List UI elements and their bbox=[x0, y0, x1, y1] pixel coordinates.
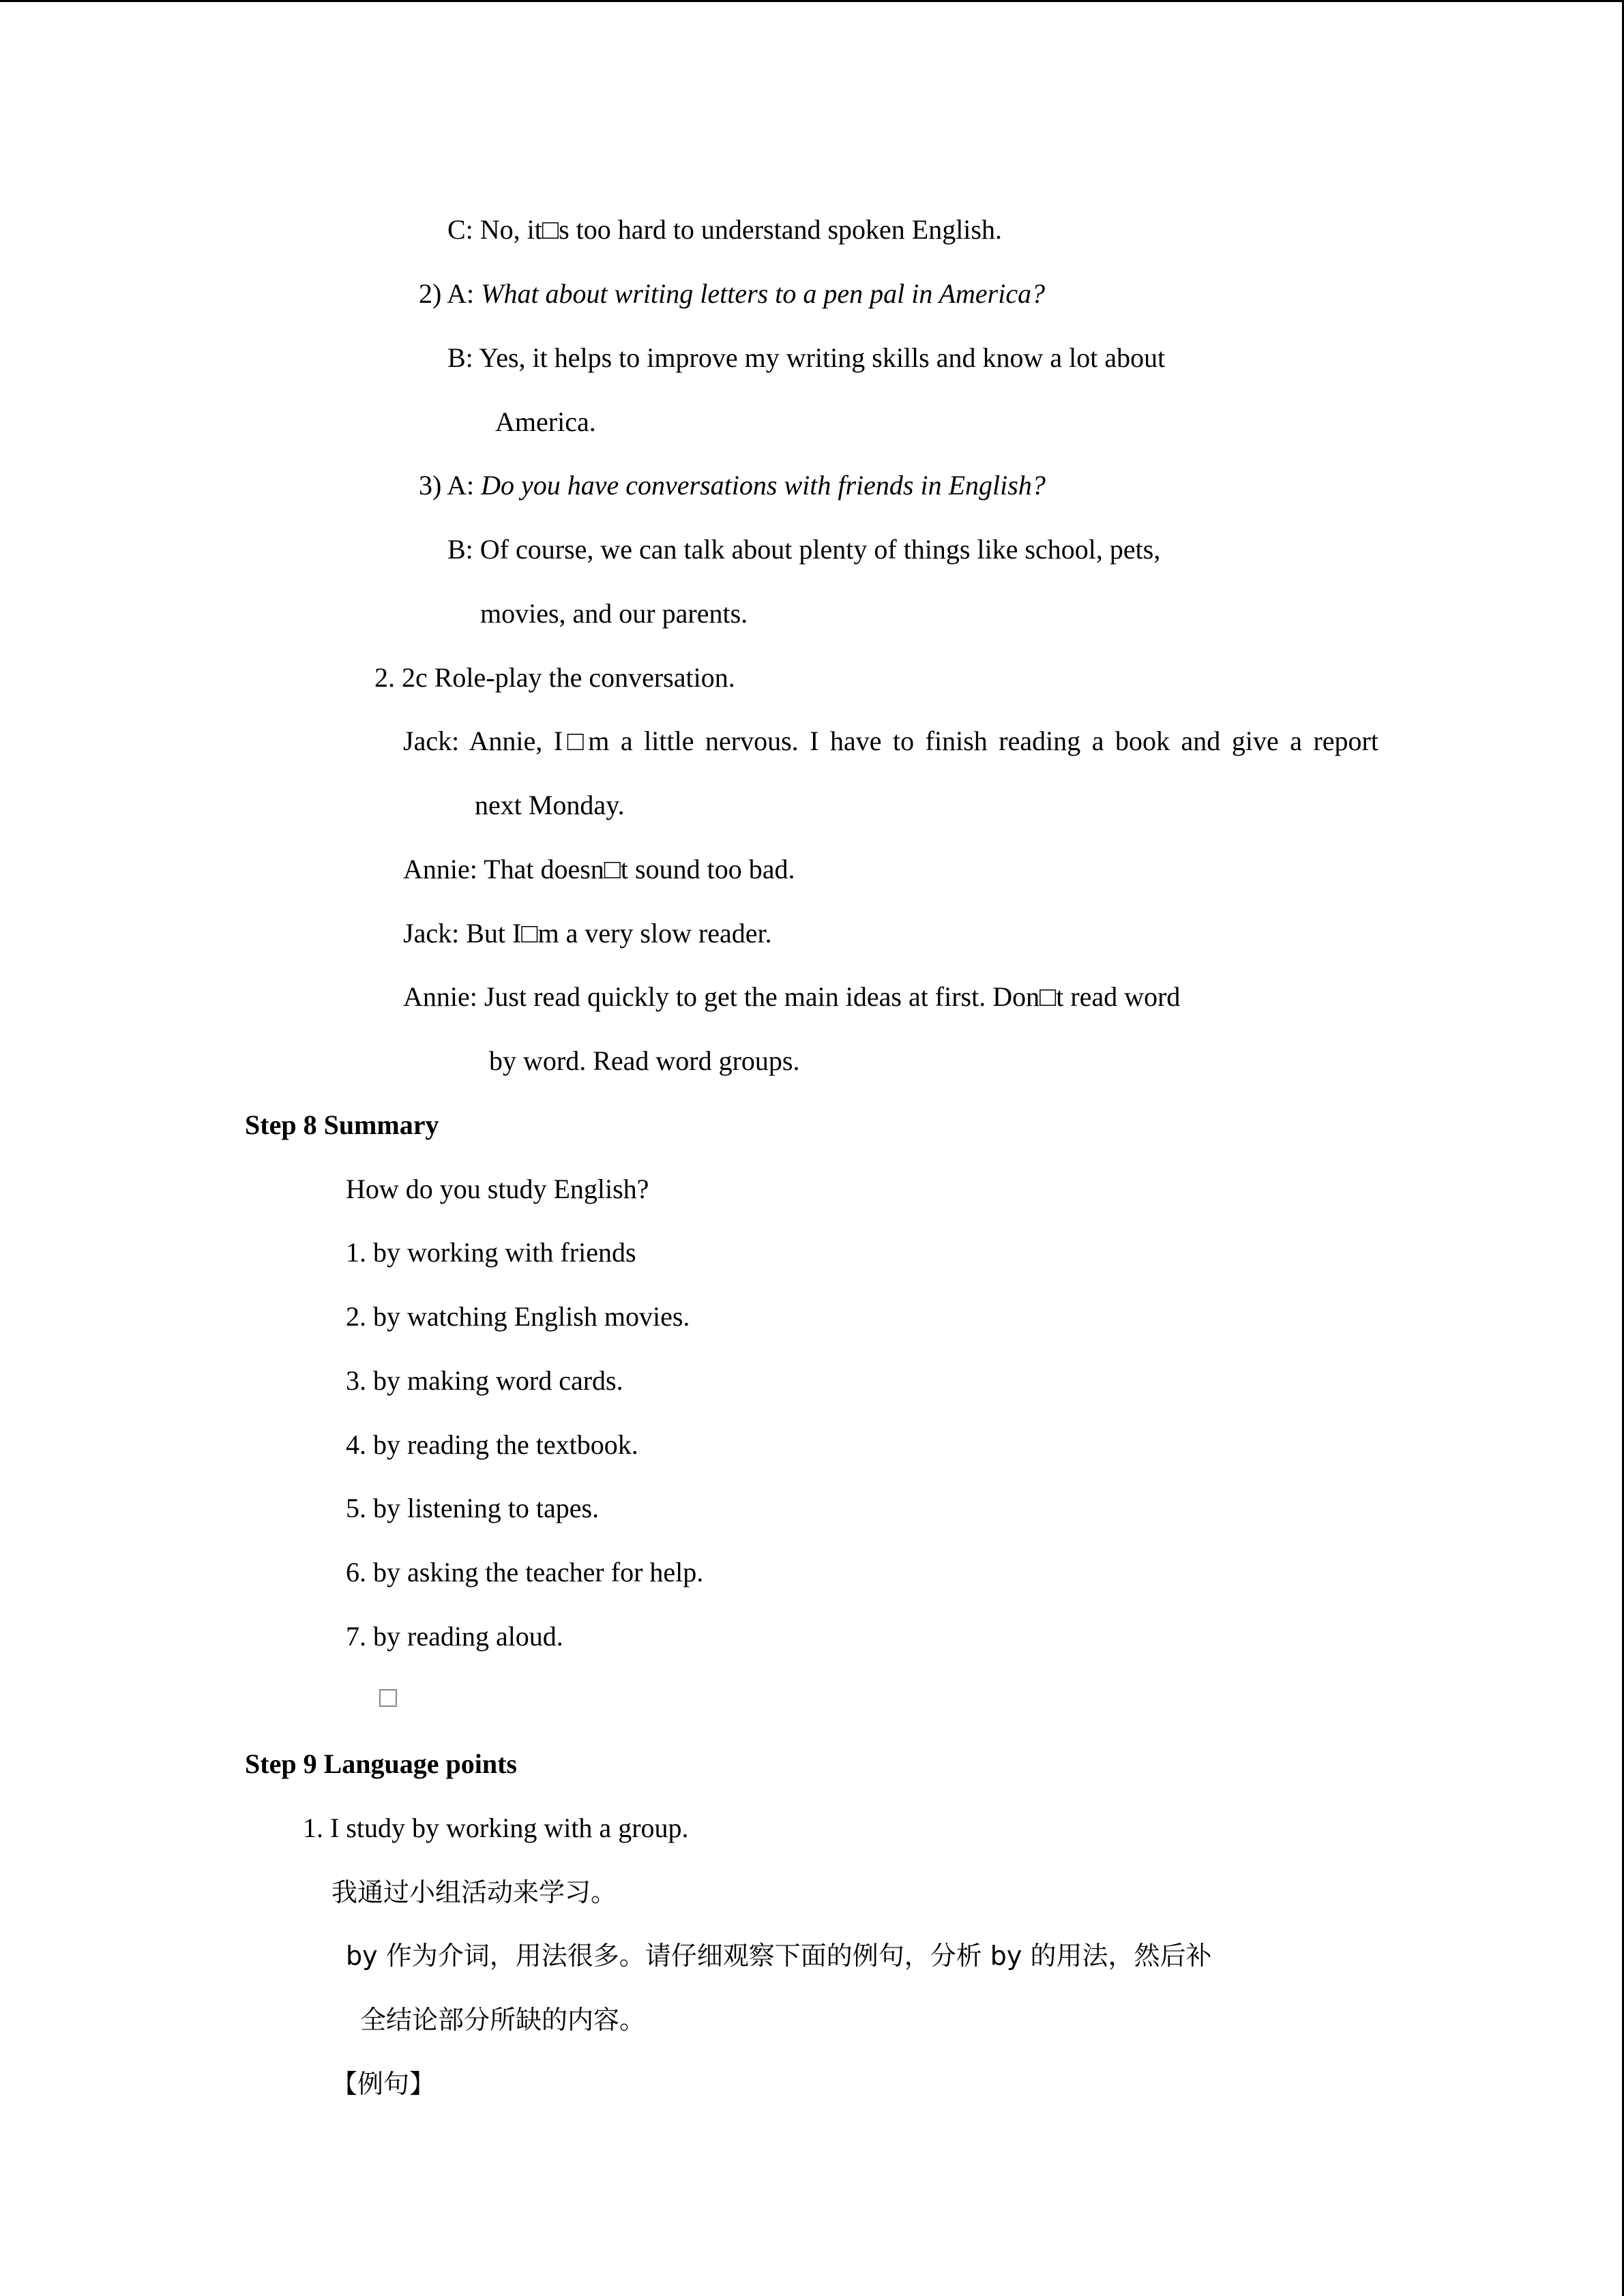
language-point-1: 1. I study by working with a group. bbox=[303, 1813, 689, 1843]
placeholder-box-icon bbox=[379, 1689, 397, 1707]
dialog-b2-line1: B: Yes, it helps to improve my writing skills and know a lot about bbox=[447, 342, 1166, 373]
dialog-b3-line2: movies, and our parents. bbox=[480, 598, 748, 629]
page-top-border bbox=[0, 0, 1624, 2]
point-1-translation: 我通过小组活动来学习。 bbox=[331, 1877, 617, 1907]
roleplay-jack-line: Jack: But I□m a very slow reader. bbox=[403, 918, 772, 949]
roleplay-heading: 2. 2c Role-play the conversation. bbox=[374, 662, 735, 693]
question-2-label: 2) A: bbox=[419, 278, 482, 309]
step8-question: How do you study English? bbox=[346, 1174, 649, 1204]
dialog-b3-line1: B: Of course, we can talk about plenty of things like school, pets, bbox=[447, 534, 1161, 565]
summary-item-4: 4. by reading the textbook. bbox=[346, 1429, 638, 1460]
dialog-c-line: C: No, it□s too hard to understand spoken English. bbox=[447, 214, 1002, 245]
step8-title: Step 8 Summary bbox=[245, 1109, 439, 1140]
question-3-text: Do you have conversations with friends in English? bbox=[481, 470, 1046, 501]
roleplay-annie-line2: Annie: Just read quickly to get the main ideas at first. Don□t read word bbox=[403, 981, 1181, 1012]
roleplay-jack-line2: next Monday. bbox=[475, 790, 625, 820]
roleplay-jack-line1: Jack: Annie, I□m a little nervous. I have to finish reading a book and give a report bbox=[403, 726, 1378, 756]
dialog-b2-line2: America. bbox=[495, 406, 596, 437]
usage-note-line1: by 作为介词，用法很多。请仔细观察下面的例句，分析 by 的用法，然后补 bbox=[346, 1941, 1212, 1971]
usage-note-line2: 全结论部分所缺的内容。 bbox=[360, 2005, 646, 2035]
summary-item-3: 3. by making word cards. bbox=[346, 1365, 623, 1396]
roleplay-annie-line2-cont: by word. Read word groups. bbox=[489, 1045, 800, 1076]
roleplay-annie-line: Annie: That doesn□t sound too bad. bbox=[403, 854, 795, 884]
question-2-text: What about writing letters to a pen pal in America? bbox=[481, 278, 1046, 309]
example-label: 【例句】 bbox=[331, 2069, 436, 2099]
summary-item-5: 5. by listening to tapes. bbox=[346, 1493, 600, 1523]
step9-title: Step 9 Language points bbox=[245, 1748, 517, 1779]
summary-item-1: 1. by working with friends bbox=[346, 1237, 636, 1268]
dialog-question-2 bbox=[419, 278, 1045, 310]
dialog-question-3 bbox=[419, 469, 1046, 502]
summary-item-7: 7. by reading aloud. bbox=[346, 1621, 563, 1652]
summary-item-6: 6. by asking the teacher for help. bbox=[346, 1557, 704, 1587]
question-3-label: 3) A: bbox=[419, 470, 482, 501]
summary-item-2: 2. by watching English movies. bbox=[346, 1301, 690, 1332]
